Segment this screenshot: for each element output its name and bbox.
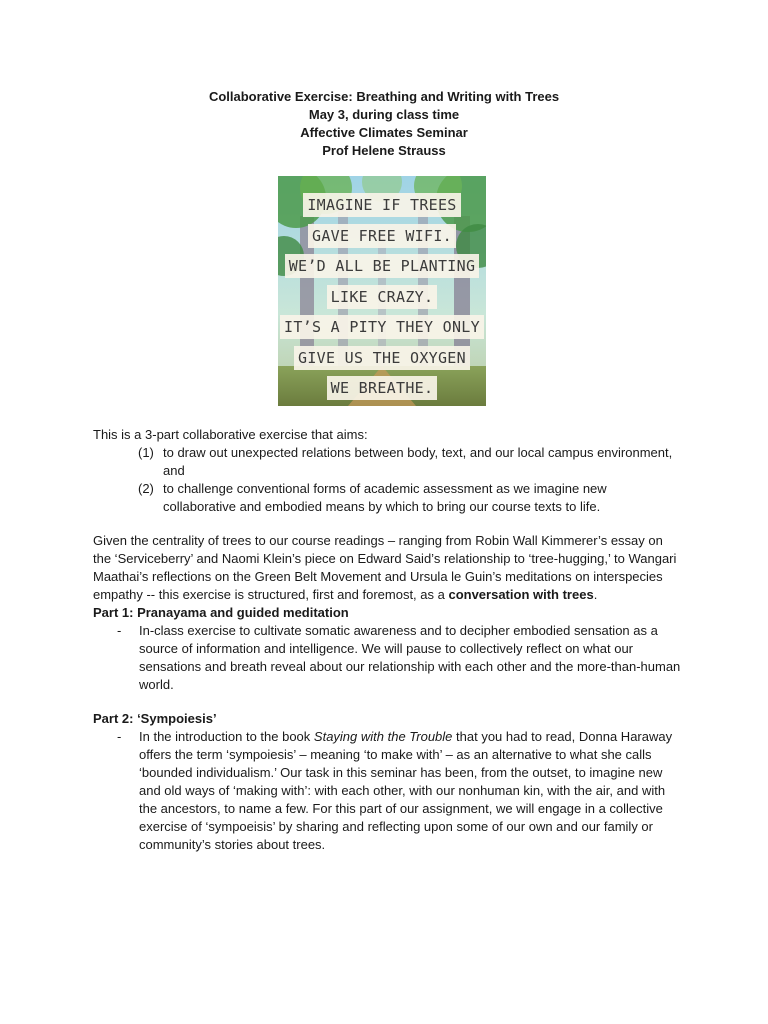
list-dash: -	[117, 729, 122, 744]
poster-line: GAVE FREE WIFI.	[308, 224, 456, 248]
paragraph-end: .	[593, 587, 598, 602]
list-item	[93, 622, 683, 694]
document-title: Collaborative Exercise: Breathing and Writing with Trees	[208, 89, 560, 104]
list-item	[93, 444, 683, 480]
book-title: Staying with the Trouble	[313, 729, 453, 744]
document-date: May 3, during class time	[308, 107, 460, 122]
seminar-name: Affective Climates Seminar	[300, 125, 468, 140]
part-2-list	[93, 728, 683, 854]
list-item-text-end: that you had to read, Donna Haraway offers the term ‘sympoiesis’ – meaning ‘to make with’ – as an alternative to what she calls ‘bounded individualism.’ Our task in this seminar has been, from the outset, to imagine new and old ways of ‘making with’: with each other, with our nonhuman kin, with the air, and with the ancestors, to name a few. For this part of our assignment, we will engage in a collective exercise of ‘sympoeisis’ by sharing and reflecting upon some of our own and our family or community’s stories about trees.	[139, 729, 673, 852]
paragraph-emphasis: conversation with trees	[448, 587, 594, 602]
poster-line: LIKE CRAZY.	[327, 285, 438, 309]
aims-list	[93, 444, 683, 516]
list-item-text-start: In the introduction to the book	[139, 729, 314, 744]
document-header	[0, 88, 768, 160]
list-item	[93, 480, 683, 516]
document-body	[93, 426, 683, 870]
list-dash: -	[117, 623, 122, 638]
list-item-text: to challenge conventional forms of academic assessment as we imagine new collaborative and embodied means by which to bring our course texts to life.	[163, 481, 607, 514]
poster-line: IT’S A PITY THEY ONLY	[280, 315, 484, 339]
intro-text: This is a 3-part collaborative exercise that aims:	[93, 427, 368, 442]
paragraph-text: Given the centrality of trees to our course readings – ranging from Robin Wall Kimmerer’s essay on the ‘Serviceberry’ and Naomi Klein’s piece on Edward Said’s relationship to ‘tree-hugging,’ to Wangari Maathai’s reflections on the Green Belt Movement and Ursula le Guin’s meditations on interspecies empathy -- this exercise is structured, first and foremost, as a	[93, 533, 677, 602]
list-item-text: to draw out unexpected relations between body, text, and our local campus environment, and	[163, 445, 673, 478]
poster-line: IMAGINE IF TREES	[303, 193, 460, 217]
part-1-list	[93, 622, 683, 694]
part-2-heading: Part 2: ‘Sympoiesis’	[93, 711, 217, 726]
context-paragraph	[93, 532, 683, 604]
professor-name: Prof Helene Strauss	[322, 143, 446, 158]
list-number: (2)	[138, 481, 154, 496]
poster-line: WE BREATHE.	[327, 376, 438, 400]
poster-quote	[278, 190, 486, 404]
list-item	[93, 728, 683, 854]
poster-line: WE’D ALL BE PLANTING	[285, 254, 480, 278]
tree-poster-image	[278, 176, 486, 406]
part-1-heading: Part 1: Pranayama and guided meditation	[93, 605, 349, 620]
poster-line: GIVE US THE OXYGEN	[294, 346, 470, 370]
list-item-text: In-class exercise to cultivate somatic awareness and to decipher embodied sensation as a source of information and intelligence. We will pause to collectively reflect on what our sensations and breath reveal about our relationship with each other and the more-than-human world.	[139, 623, 681, 692]
list-number: (1)	[138, 445, 154, 460]
